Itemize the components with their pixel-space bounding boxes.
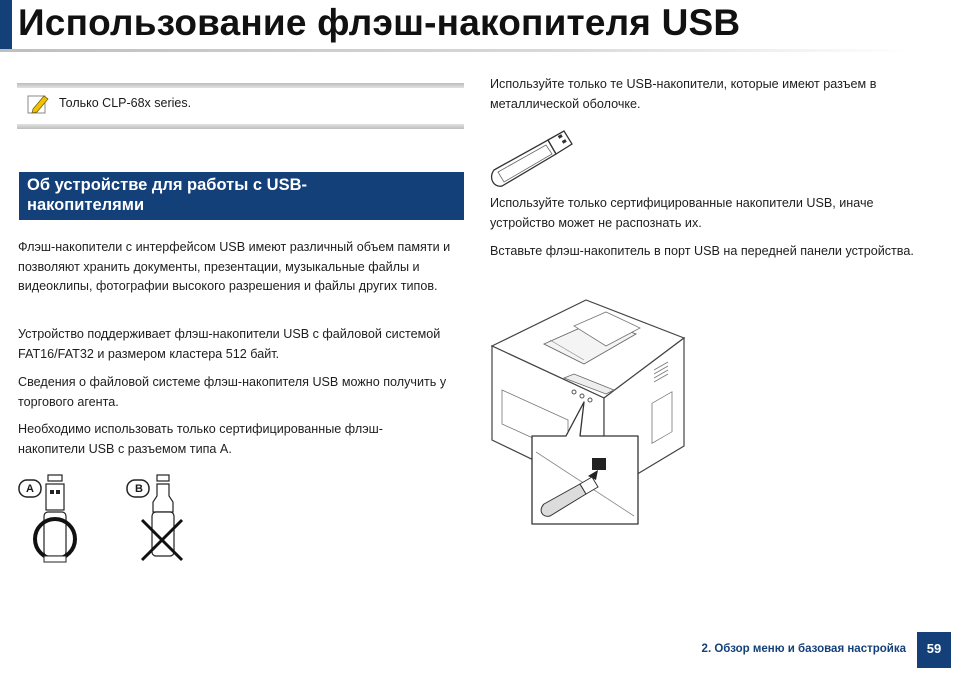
footer-chapter: 2. Обзор меню и базовая настройка xyxy=(701,643,906,655)
usb-stick-illustration xyxy=(488,126,578,190)
note-top-border xyxy=(17,83,464,88)
section-heading-line1: Об устройстве для работы с USB- xyxy=(27,176,308,194)
right-paragraph-3: Вставьте флэш-накопитель в порт USB на передней панели устройства. xyxy=(490,244,914,258)
section-heading-line2: накопителями xyxy=(27,196,145,214)
connector-a-label: A xyxy=(26,483,34,495)
title-divider xyxy=(0,49,912,52)
connector-b-label: B xyxy=(135,483,143,495)
left-paragraph-2: Устройство поддерживает флэш-накопители USB с файловой системой FAT16/FAT32 и размером кластера 512 байт. xyxy=(18,327,441,361)
right-paragraph-1: Используйте только те USB-накопители, которые имеют разъем в металлической оболочке. xyxy=(490,77,877,111)
note-bottom-border xyxy=(17,124,464,129)
page-number: 59 xyxy=(917,632,951,668)
note-text: Только CLP-68x series. xyxy=(59,96,192,110)
left-paragraph-4: Необходимо использовать только сертифицированные флэш-накопители USB с разъемом типа A. xyxy=(18,422,383,456)
page-title: Использование флэш-накопителя USB xyxy=(18,2,741,43)
note-box xyxy=(17,83,464,129)
title-accent-bar xyxy=(0,0,12,52)
left-paragraph-1: Флэш-накопители с интерфейсом USB имеют различный объем памяти и позволяют хранить документы, презентации, музыкальные файлы и видеоклипы, фотографии высокого разрешения и файлы других типов. xyxy=(18,240,451,293)
printer-illustration xyxy=(488,294,688,528)
section-heading xyxy=(19,172,464,220)
right-paragraph-2: Используйте только сертифицированные накопители USB, иначе устройство может не распознать их. xyxy=(490,196,874,230)
note-pencil-icon xyxy=(27,93,51,115)
left-paragraph-3: Сведения о файловой системе флэш-накопителя USB можно получить у торгового агента. xyxy=(18,375,447,409)
